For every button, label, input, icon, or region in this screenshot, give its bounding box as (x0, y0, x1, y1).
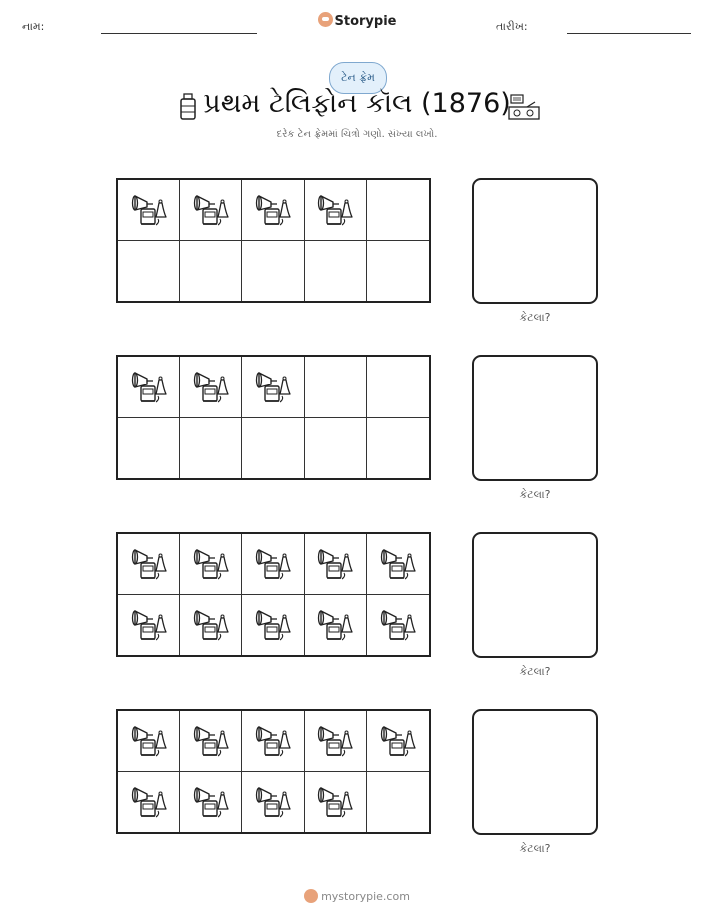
telephone-icon (315, 722, 355, 760)
ten-frame-cell (305, 418, 367, 479)
telephone-icon (378, 545, 418, 583)
ten-frame-cell (305, 711, 367, 772)
telephone-icon (253, 191, 293, 229)
ten-frame-cell (305, 241, 367, 302)
telephone-icon (315, 191, 355, 229)
how-many-label: કેટલા? (519, 665, 551, 678)
telephone-icon (191, 191, 231, 229)
ten-frame-cell (305, 357, 367, 418)
ten-frame-cell (367, 418, 429, 479)
ten-frame-cell (118, 241, 180, 302)
ten-frame-cell (180, 772, 242, 833)
ten-frame-cell (367, 534, 429, 595)
telephone-icon (129, 545, 169, 583)
telephone-icon (191, 545, 231, 583)
ten-frame-1 (116, 178, 431, 303)
ten-frame-2 (116, 355, 431, 480)
ten-frame-cell (242, 595, 304, 656)
ten-frame-cell (367, 595, 429, 656)
ten-frame-cell (305, 595, 367, 656)
ten-frame-cell (305, 772, 367, 833)
how-many-label: કેટલા? (519, 311, 551, 324)
page-title: પ્રથમ ટેલિફોન કૉલ (1876) (203, 88, 511, 119)
ten-frame-cell (180, 711, 242, 772)
telephone-icon (253, 783, 293, 821)
storypie-logo-icon (304, 889, 318, 903)
telephone-icon (191, 722, 231, 760)
telephone-icon (129, 606, 169, 644)
how-many-label: કેટલા? (519, 842, 551, 855)
ten-frame-cell (118, 772, 180, 833)
ten-frame-cell (367, 711, 429, 772)
ten-frame-cell (180, 595, 242, 656)
telephone-icon (191, 783, 231, 821)
ten-frame-cell (180, 534, 242, 595)
ten-frame-cell (367, 180, 429, 241)
ten-frame-cell (180, 180, 242, 241)
storypie-logo-icon (318, 12, 333, 27)
instructions: દરેક ટેન ફ્રેમમાં ચિત્રો ગણો. સંખ્યા લખો. (276, 129, 438, 140)
footer-url[interactable]: mystorypie.com (321, 890, 410, 903)
answer-box-4[interactable] (472, 709, 598, 835)
ten-frame-cell (367, 772, 429, 833)
ten-frame-cell (118, 357, 180, 418)
telephone-icon (315, 545, 355, 583)
ten-frame-cell (118, 418, 180, 479)
name-line[interactable] (101, 33, 257, 34)
telephone-icon (378, 722, 418, 760)
telephone-icon (129, 722, 169, 760)
ten-frame-cell (180, 357, 242, 418)
ten-frame-4 (116, 709, 431, 834)
ten-frame-cell (242, 357, 304, 418)
ten-frame-cell (118, 595, 180, 656)
ten-frame-cell (242, 772, 304, 833)
ten-frame-cell (305, 180, 367, 241)
telephone-icon (191, 606, 231, 644)
ten-frame-cell (242, 241, 304, 302)
telephone-icon (315, 606, 355, 644)
date-label: તારીખ: (496, 20, 528, 33)
date-line[interactable] (567, 33, 691, 34)
telephone-icon (191, 368, 231, 406)
ten-frame-cell (367, 357, 429, 418)
answer-box-3[interactable] (472, 532, 598, 658)
telegraph-machine-icon (508, 93, 540, 121)
telephone-icon (129, 191, 169, 229)
brand-logo (0, 12, 714, 29)
telephone-icon (253, 368, 293, 406)
ten-frame-cell (242, 180, 304, 241)
telephone-icon (315, 783, 355, 821)
answer-box-1[interactable] (472, 178, 598, 304)
ten-frame-cell (242, 711, 304, 772)
footer (0, 889, 714, 903)
name-label: નામ: (22, 20, 45, 33)
telephone-icon (253, 606, 293, 644)
brand-name: Storypie (334, 14, 397, 29)
telephone-icon (129, 783, 169, 821)
answer-box-2[interactable] (472, 355, 598, 481)
how-many-label: કેટલા? (519, 488, 551, 501)
telephone-icon (253, 722, 293, 760)
ten-frame-cell (305, 534, 367, 595)
ten-frame-cell (118, 534, 180, 595)
ten-frame-cell (118, 180, 180, 241)
telephone-icon (253, 545, 293, 583)
ten-frame-badge: ટેન ફ્રેમ (329, 62, 387, 94)
telephone-icon (129, 368, 169, 406)
ten-frame-cell (180, 241, 242, 302)
telephone-icon (378, 606, 418, 644)
ten-frame-cell (367, 241, 429, 302)
ten-frame-cell (118, 711, 180, 772)
ten-frame-cell (180, 418, 242, 479)
ten-frame-3 (116, 532, 431, 657)
ten-frame-cell (242, 418, 304, 479)
ten-frame-cell (242, 534, 304, 595)
